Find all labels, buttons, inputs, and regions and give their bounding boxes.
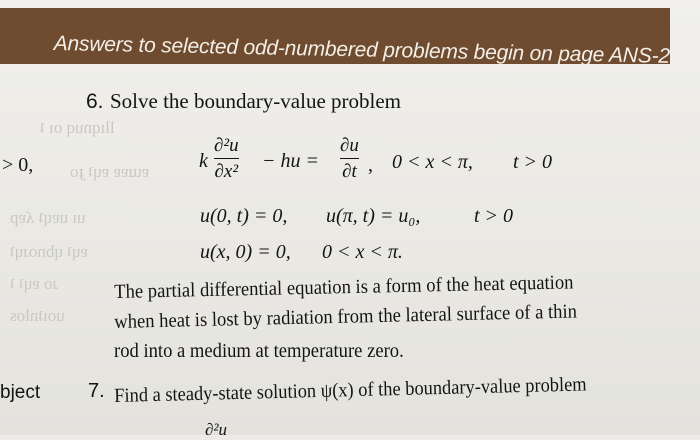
margin-fragment: > 0, [2,154,34,176]
second-derivative-fraction [214,136,239,181]
initial-condition: u(x, 0) = 0, [200,241,291,263]
pde-middle-term: − hu = [262,150,319,172]
fraction-bar [214,158,239,159]
problem-number: 6. [86,90,104,113]
bleed-through-text: llıqnuq oı ʇ [40,118,115,137]
margin-fragment: bject [0,382,41,403]
problem-7-partial-start: ∂²u [205,420,227,439]
note-line-2: when heat is lost by radiation from the lateral surface of a thin [114,300,578,333]
bleed-through-text: ɐɥʇ ɥbnoɹɥʇ [10,242,88,261]
fraction-bar [340,158,359,159]
fraction-denominator: ∂t [342,161,357,183]
pde-coefficient: k [199,150,208,172]
boundary-time-condition: t > 0 [474,205,514,227]
header-banner [0,8,688,69]
bleed-through-text: ɐɯɐɐ ɐɥʇ ɟo [70,162,150,181]
boundary-condition-left: u(0, t) = 0, [200,205,288,227]
time-derivative-fraction [340,136,359,181]
banner-text: Answers to selected odd-numbered problems begin on page ANS-21. [53,32,688,69]
pde-time-condition: t > 0 [513,151,553,173]
pde-domain: 0 < x < π, [392,151,473,173]
bleed-through-text: uı uɐɥʇ ʎɐp [10,208,86,227]
problem-instruction: Solve the boundary-value problem [110,89,402,113]
problem-7-text: Find a steady-state solution ψ(x) of the boundary-value problem [114,373,587,407]
note-line-3: rod into a medium at temperature zero. [114,340,404,362]
fraction-denominator: ∂x² [214,161,239,183]
pde-comma: , [368,154,373,176]
note-line-1: The partial differential equation is a form of the heat equation [114,271,574,303]
initial-condition-domain: 0 < x < π. [322,241,403,263]
bleed-through-text: ɹo ɐɥʇ ʇ [10,274,59,293]
problem-number: 7. [88,380,105,402]
bleed-through-text: uoıʇnlos [10,306,65,325]
fraction-numerator: ∂²u [214,135,239,156]
boundary-condition-right: u(π, t) = u₀, [326,205,421,227]
fraction-numerator: ∂u [340,135,359,156]
